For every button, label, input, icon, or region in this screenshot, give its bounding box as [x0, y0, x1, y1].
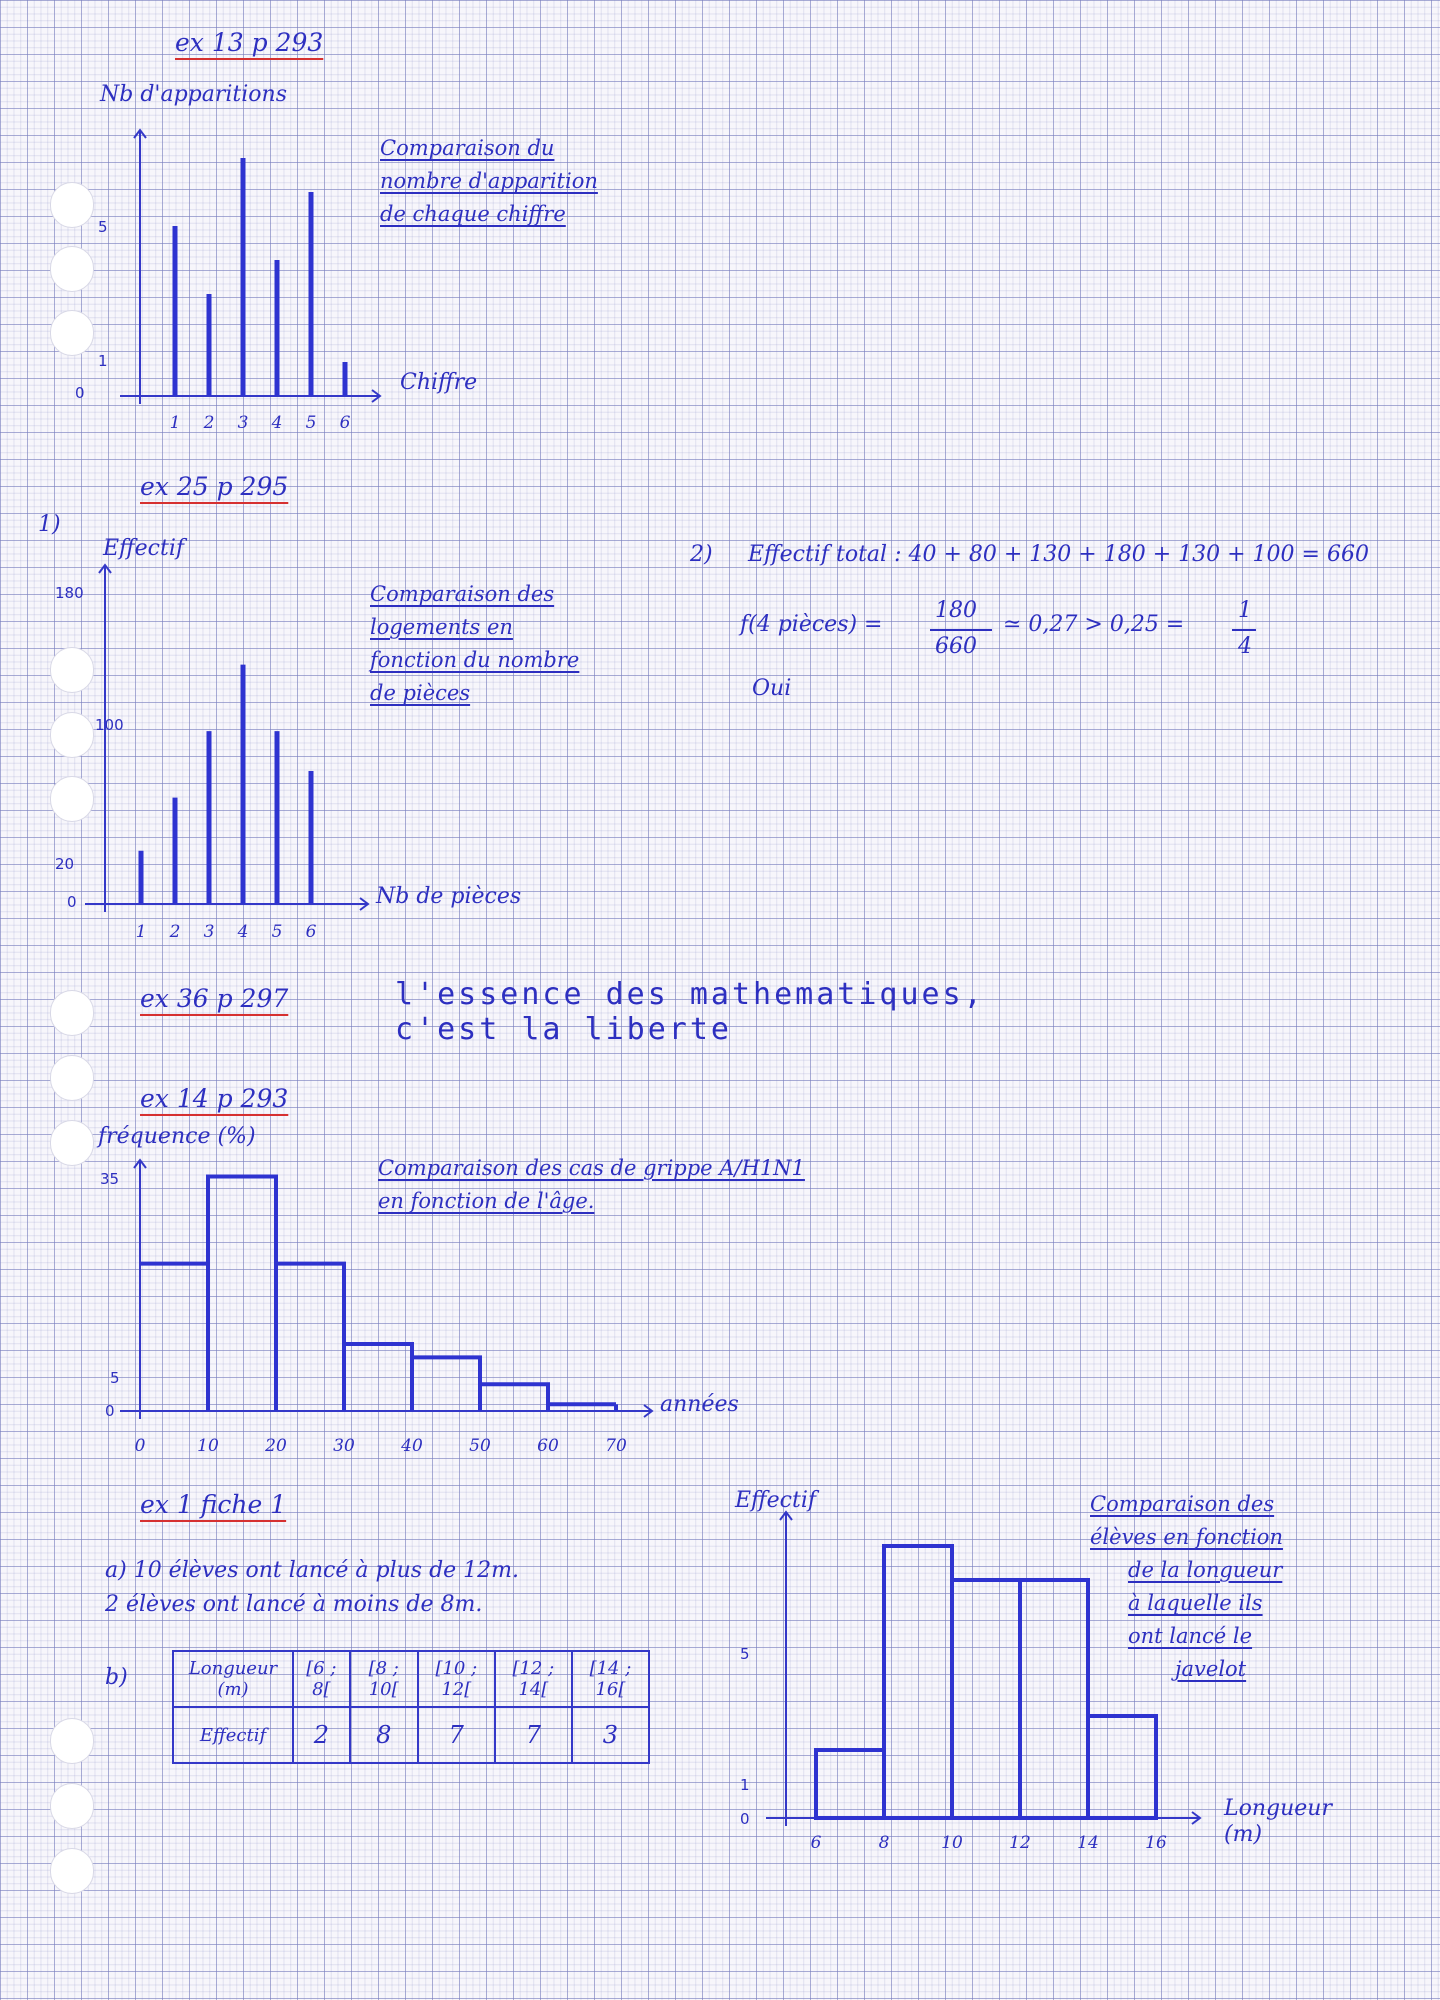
chart-caption: Comparaison des: [1090, 1492, 1275, 1516]
x-tick-label: 10: [197, 1436, 219, 1456]
chart-caption: Comparaison des: [370, 582, 555, 606]
part-label: 2): [690, 542, 713, 567]
chart-caption: de pièces: [370, 681, 471, 705]
y-tick-label: 20: [55, 855, 75, 873]
answer-line: 2 élèves ont lancé à moins de 8m.: [105, 1592, 483, 1617]
histogram-bin: [952, 1580, 1020, 1818]
x-tick-label: 60: [537, 1436, 559, 1456]
table-cell: Effectif: [173, 1707, 293, 1763]
x-tick-label: 6: [810, 1833, 822, 1853]
table-cell: Longueur (m): [173, 1651, 293, 1707]
x-tick-label: 3: [203, 922, 215, 942]
exercise-title: ex 1 fiche 1: [140, 1490, 287, 1519]
y-axis-label: Nb d'apparitions: [100, 82, 287, 107]
x-tick-label: 4: [271, 413, 283, 433]
y-tick-label: 5: [98, 218, 108, 236]
x-tick-label: 8: [878, 1833, 890, 1853]
x-tick-label: 3: [237, 413, 249, 433]
table-cell: [6 ; 8[: [293, 1651, 350, 1707]
table-cell: 3: [572, 1707, 649, 1763]
exercise-title: ex 36 p 297: [140, 984, 289, 1013]
table-cell: 7: [495, 1707, 572, 1763]
x-tick-label: 5: [305, 413, 317, 433]
y-tick-label: 0: [75, 384, 85, 402]
histogram-bin: [816, 1750, 884, 1818]
x-axis-label: Chiffre: [400, 370, 478, 395]
quarter-denominator: 4: [1238, 634, 1252, 659]
fraction-numerator: 180: [935, 598, 977, 623]
chart-caption: élèves en fonction: [1090, 1525, 1283, 1549]
total-effectif-line: Effectif total : 40 + 80 + 130 + 180 + 130 + 100 = 660: [748, 542, 1369, 567]
y-tick-label: 35: [100, 1170, 120, 1188]
x-tick-label: 40: [401, 1436, 423, 1456]
chart-caption: de chaque chiffre: [380, 202, 566, 226]
exercise-title: ex 25 p 295: [140, 472, 289, 501]
chart-caption: javelot: [1175, 1657, 1247, 1681]
chart-caption: en fonction de l'âge.: [378, 1189, 595, 1213]
x-tick-label: 1: [135, 922, 147, 942]
y-tick-label: 180: [55, 584, 84, 602]
x-tick-label: 30: [333, 1436, 355, 1456]
x-tick-label: 50: [469, 1436, 491, 1456]
x-tick-label: 20: [265, 1436, 287, 1456]
quarter-numerator: 1: [1238, 598, 1252, 623]
y-axis-label: fréquence (%): [98, 1124, 256, 1149]
histogram-bin: [884, 1546, 952, 1818]
chart-caption: nombre d'apparition: [380, 169, 598, 193]
x-tick-label: 10: [941, 1833, 963, 1853]
quote-line: l'essence des mathematiques,: [395, 977, 985, 1012]
chart-caption: à laquelle ils: [1128, 1591, 1263, 1615]
y-axis-label: Effectif: [735, 1488, 817, 1513]
part-label: 1): [38, 512, 61, 537]
x-tick-label: 2: [203, 413, 215, 433]
exercise-title: ex 14 p 293: [140, 1084, 289, 1113]
chart-caption: de la longueur: [1128, 1558, 1283, 1582]
frequency-rhs: ≃ 0,27 > 0,25 =: [1003, 612, 1185, 637]
y-tick-label: 0: [67, 893, 77, 911]
x-tick-label: 6: [305, 922, 317, 942]
answer: Oui: [752, 676, 792, 701]
x-tick-label: 4: [237, 922, 249, 942]
x-axis-label: Longueur (m): [1224, 1796, 1332, 1847]
frequency-lhs: f(4 pièces) =: [740, 612, 883, 637]
table-cell: [8 ; 10[: [350, 1651, 418, 1707]
y-tick-label: 100: [95, 716, 124, 734]
x-tick-label: 1: [169, 413, 181, 433]
chart-caption: Comparaison du: [380, 136, 555, 160]
table-cell: [12 ; 14[: [495, 1651, 572, 1707]
y-tick-label: 5: [110, 1369, 120, 1387]
x-tick-label: 6: [339, 413, 351, 433]
x-tick-label: 16: [1145, 1833, 1167, 1853]
chart-caption: Comparaison des cas de grippe A/H1N1: [378, 1156, 805, 1180]
chart-caption: fonction du nombre: [370, 648, 580, 672]
answer-line: a) 10 élèves ont lancé à plus de 12m.: [105, 1558, 520, 1583]
chart-caption: logements en: [370, 615, 513, 639]
table-cell: [10 ; 12[: [418, 1651, 495, 1707]
y-tick-label: 1: [98, 352, 108, 370]
exercise-title: ex 13 p 293: [175, 28, 324, 57]
y-tick-label: 0: [105, 1402, 115, 1420]
x-tick-label: 5: [271, 922, 283, 942]
y-tick-label: 1: [740, 1776, 750, 1794]
x-axis-label: Nb de pièces: [376, 884, 522, 909]
y-tick-label: 5: [740, 1645, 750, 1663]
y-tick-label: 0: [740, 1810, 750, 1828]
table-cell: [14 ; 16[: [572, 1651, 649, 1707]
histogram-bin: [1088, 1716, 1156, 1818]
table-cell: 2: [293, 1707, 350, 1763]
x-tick-label: 12: [1009, 1833, 1031, 1853]
fraction-denominator: 660: [935, 634, 977, 659]
table-cell: 8: [350, 1707, 418, 1763]
y-axis-label: Effectif: [103, 536, 185, 561]
chart-caption: ont lancé le: [1128, 1624, 1253, 1648]
x-tick-label: 70: [605, 1436, 627, 1456]
x-tick-label: 0: [134, 1436, 146, 1456]
quote-line: c'est la liberte: [395, 1012, 732, 1047]
table-cell: 7: [418, 1707, 495, 1763]
x-axis-label: années: [660, 1392, 739, 1417]
x-tick-label: 2: [169, 922, 181, 942]
histogram-bin: [1020, 1580, 1088, 1818]
part-label: b): [105, 1665, 128, 1690]
x-tick-label: 14: [1077, 1833, 1099, 1853]
